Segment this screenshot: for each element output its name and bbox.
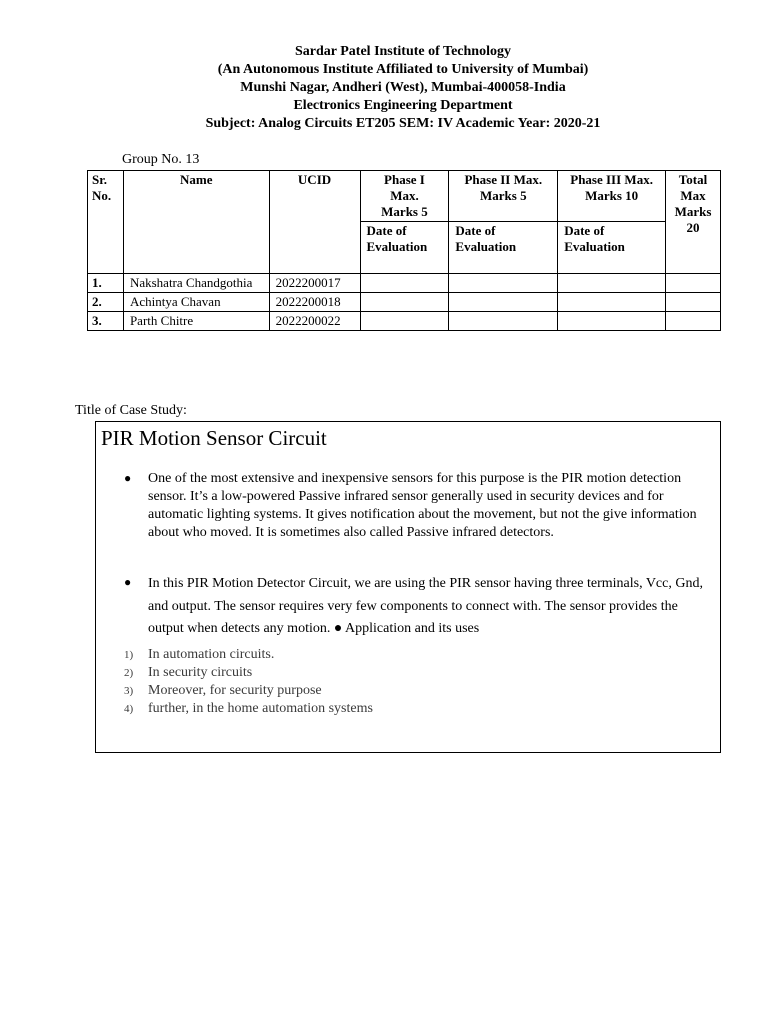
row-phase-3-cell bbox=[558, 274, 666, 293]
row-total-cell bbox=[666, 274, 721, 293]
row-phase-2-cell bbox=[449, 293, 558, 312]
header-phase-1: Phase I Max. Marks 5 bbox=[360, 171, 449, 222]
bullet-icon: ● bbox=[124, 575, 132, 589]
row-sr: 1. bbox=[88, 274, 124, 293]
case-study-label: Title of Case Study: bbox=[75, 403, 187, 418]
row-phase-3-cell bbox=[558, 312, 666, 331]
list-number: 2) bbox=[124, 667, 134, 679]
row-ucid: 2022200022 bbox=[269, 312, 360, 331]
table-row bbox=[88, 293, 721, 312]
header-phase-3: Phase III Max. Marks 10 bbox=[558, 171, 666, 222]
header-ucid: UCID bbox=[269, 171, 360, 274]
list-number: 3) bbox=[124, 685, 134, 697]
list-item: Moreover, for security purpose bbox=[148, 683, 322, 698]
row-name: Parth Chitre bbox=[123, 312, 269, 331]
table-row bbox=[88, 312, 721, 331]
header-sr-no: Sr. No. bbox=[88, 171, 124, 274]
document-header bbox=[0, 43, 768, 133]
row-phase-1-cell bbox=[360, 274, 449, 293]
row-sr: 3. bbox=[88, 312, 124, 331]
institute-address: Munshi Nagar, Andheri (West), Mumbai-400058-India bbox=[240, 80, 566, 95]
row-sr: 2. bbox=[88, 293, 124, 312]
department-name: Electronics Engineering Department bbox=[293, 98, 513, 113]
table-header-row bbox=[88, 171, 721, 222]
list-item: In automation circuits. bbox=[148, 647, 275, 662]
row-phase-1-cell bbox=[360, 312, 449, 331]
list-number: 1) bbox=[124, 649, 134, 661]
row-phase-3-cell bbox=[558, 293, 666, 312]
row-total-cell bbox=[666, 293, 721, 312]
marks-table bbox=[87, 170, 721, 331]
header-date-eval-1: Date of Evaluation bbox=[360, 222, 449, 274]
group-number: Group No. 13 bbox=[122, 152, 200, 167]
bullet-icon: ● bbox=[124, 471, 132, 485]
subject-line: Subject: Analog Circuits ET205 SEM: IV Academic Year: 2020-21 bbox=[205, 116, 601, 131]
row-phase-1-cell bbox=[360, 293, 449, 312]
header-date-eval-2: Date of Evaluation bbox=[449, 222, 558, 274]
list-item: In security circuits bbox=[148, 665, 253, 680]
bullet-paragraph-1: One of the most extensive and inexpensive sensors for this purpose is the PIR motion detection sensor. It’s a low-powered Passive infrared sensor generally used in security devices and for automatic lighting systems. It gives notification about the movement, but not the give information about who moved. It is sometimes also called Passive infrared detectors. bbox=[148, 471, 697, 540]
list-item: further, in the home automation systems bbox=[148, 701, 373, 716]
institute-affiliation: (An Autonomous Institute Affiliated to University of Mumbai) bbox=[217, 62, 589, 77]
header-total: Total Max Marks 20 bbox=[666, 171, 721, 274]
row-phase-2-cell bbox=[449, 274, 558, 293]
row-ucid: 2022200017 bbox=[269, 274, 360, 293]
row-name: Achintya Chavan bbox=[123, 293, 269, 312]
row-phase-2-cell bbox=[449, 312, 558, 331]
row-total-cell bbox=[666, 312, 721, 331]
list-number: 4) bbox=[124, 703, 134, 715]
header-name: Name bbox=[123, 171, 269, 274]
row-ucid: 2022200018 bbox=[269, 293, 360, 312]
institute-name: Sardar Patel Institute of Technology bbox=[295, 44, 511, 59]
bullet-paragraph-2: In this PIR Motion Detector Circuit, we are using the PIR sensor having three terminals, Vcc, Gnd, and output. The sensor requires very few components to connect with. The sensor provides the output when detects any motion. ● Application and its uses bbox=[148, 576, 703, 636]
table-row bbox=[88, 274, 721, 293]
case-study-title: PIR Motion Sensor Circuit bbox=[101, 426, 327, 450]
header-phase-2: Phase II Max. Marks 5 bbox=[449, 171, 558, 222]
header-date-eval-3: Date of Evaluation bbox=[558, 222, 666, 274]
row-name: Nakshatra Chandgothia bbox=[123, 274, 269, 293]
